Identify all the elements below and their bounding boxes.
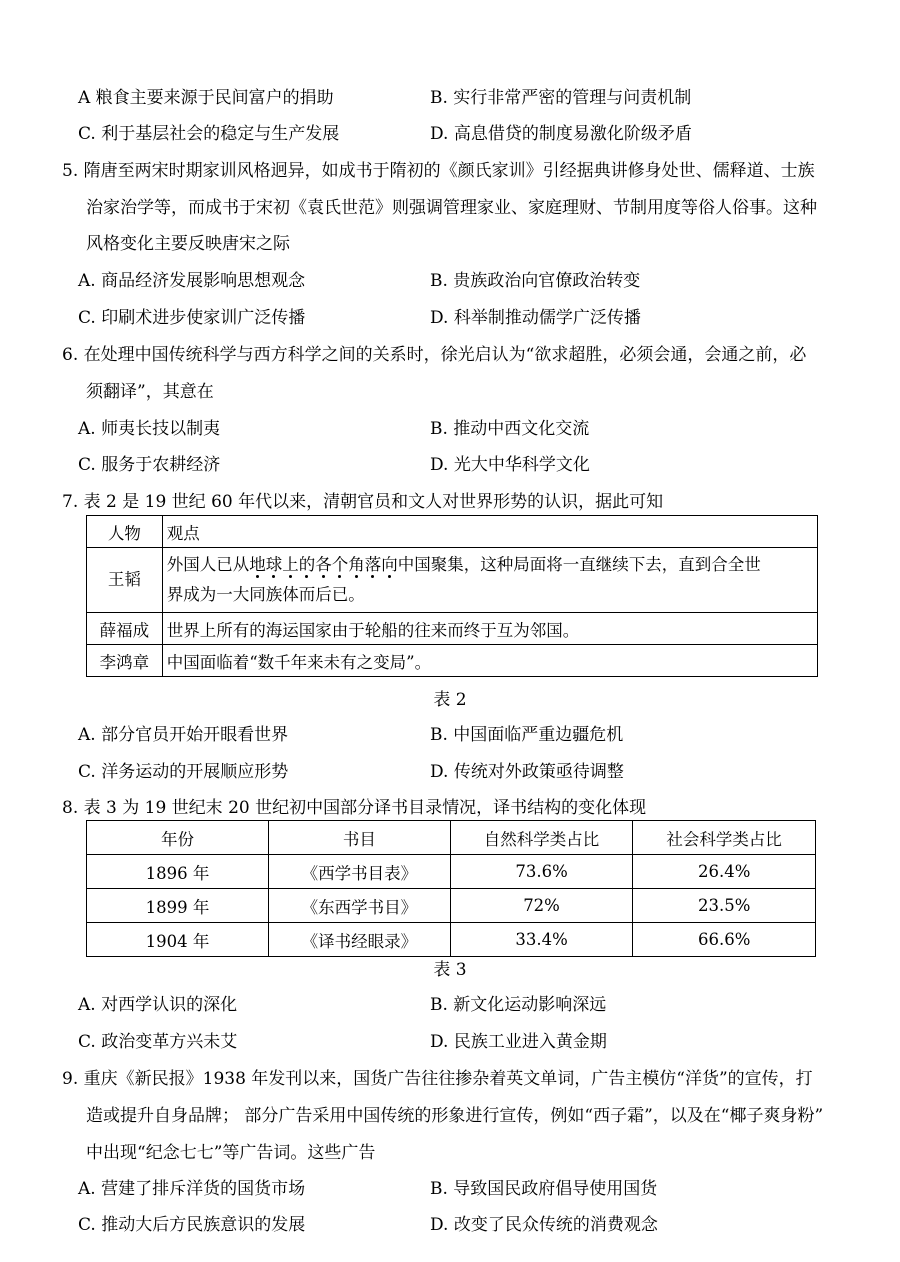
q8-option-c: C. 政治变革方兴未艾	[78, 1032, 238, 1052]
q5-option-a: A. 商品经济发展影响思想观念	[78, 271, 306, 291]
q8-option-a: A. 对西学认识的深化	[78, 995, 238, 1015]
q6-stem-line-2: 须翻译”，其意在	[86, 382, 214, 402]
table-header-cell: 年份	[87, 821, 269, 855]
q7-stem: 7. 表 2 是 19 世纪 60 年代以来，清朝官员和文人对世界形势的认识，据此可知	[62, 492, 664, 512]
table-cell-natural-science: 73.6%	[450, 855, 633, 889]
table-cell-social-science: 66.6%	[633, 923, 816, 957]
q5-option-b: B. 贵族政治向官僚政治转变	[430, 271, 641, 291]
q8-table	[86, 820, 816, 957]
q6-option-a: A. 师夷长技以制夷	[78, 419, 221, 439]
table-cell-view	[162, 548, 817, 613]
table-cell-person: 李鸿章	[87, 645, 163, 677]
emphasis-char: 角	[348, 555, 365, 574]
q8-stem: 8. 表 3 为 19 世纪末 20 世纪初中国部分译书目录情况，译书结构的变化体现	[62, 798, 647, 818]
emphasis-char: 地	[249, 555, 266, 574]
table-cell-year: 1896 年	[87, 855, 269, 889]
table-header-cell: 书目	[269, 821, 451, 855]
emphasis-char: 的	[298, 555, 316, 574]
q8-table-caption: 表 3	[433, 960, 467, 980]
view-text: 中国聚集，这种局面将一直继续下去，直到合全世	[397, 555, 761, 574]
q9-option-a: A. 营建了排斥洋货的国货市场	[78, 1179, 306, 1199]
table-row	[87, 613, 818, 645]
q5-option-d: D. 科举制推动儒学广泛传播	[430, 308, 641, 328]
q5-stem-line-1: 5. 隋唐至两宋时期家训风格迥异，如成书于隋初的《颜氏家训》引经据典讲修身处世、儒释道、士族	[62, 161, 815, 181]
q8-option-b: B. 新文化运动影响深远	[430, 995, 607, 1015]
q5-stem-line-2: 治家治学等，而成书于宋初《袁氏世范》则强调管理家业、家庭理财、节制用度等俗人俗事。这种	[86, 198, 817, 218]
table-row	[87, 923, 816, 957]
table-cell-person: 薛福成	[87, 613, 163, 645]
q9-option-d: D. 改变了民众传统的消费观念	[430, 1215, 658, 1235]
q4-option-d: D. 高息借贷的制度易激化阶级矛盾	[430, 124, 692, 144]
table-cell-social-science: 26.4%	[633, 855, 816, 889]
emphasis-char: 个	[331, 555, 349, 574]
q7-option-b: B. 中国面临严重边疆危机	[430, 725, 624, 745]
emphasis-char: 球	[265, 555, 283, 574]
q8-option-d: D. 民族工业进入黄金期	[430, 1032, 607, 1052]
view-text: 外国人已从	[166, 555, 250, 574]
table-cell-natural-science: 72%	[450, 889, 633, 923]
q4-option-b: B. 实行非常严密的管理与问责机制	[430, 88, 692, 108]
q7-table-caption: 表 2	[433, 690, 467, 710]
q7-option-a: A. 部分官员开始开眼看世界	[78, 725, 289, 745]
table-header-cell: 社会科学类占比	[633, 821, 816, 855]
table-cell-view: 中国面临着“数千年来未有之变局”。	[162, 645, 817, 677]
q4-option-c: C. 利于基层社会的稳定与生产发展	[78, 124, 340, 144]
q6-option-d: D. 光大中华科学文化	[430, 455, 590, 475]
q4-option-a: A 粮食主要来源于民间富户的捐助	[78, 88, 334, 108]
q6-option-c: C. 服务于农耕经济	[78, 455, 221, 475]
q6-option-b: B. 推动中西文化交流	[430, 419, 590, 439]
table-row	[87, 548, 818, 613]
table-cell-catalog: 《译书经眼录》	[269, 923, 451, 957]
table-cell-catalog: 《东西学书目》	[269, 889, 451, 923]
q6-stem-line-1: 6. 在处理中国传统科学与西方科学之间的关系时，徐光启认为“欲求超胜，必须会通，会通之前，必	[62, 345, 807, 365]
q9-stem-line-1: 9. 重庆《新民报》1938 年发刊以来，国货广告往往掺杂着英文单词，广告主模仿“洋货”的宣传，打	[62, 1069, 813, 1089]
table-cell-social-science: 23.5%	[633, 889, 816, 923]
q9-stem-line-3: 中出现“纪念七七”等广告词。这些广告	[86, 1143, 376, 1163]
table-header-cell: 人物	[87, 516, 163, 548]
q9-option-b: B. 导致国民政府倡导使用国货	[430, 1179, 658, 1199]
table-cell-person: 王韬	[87, 548, 163, 613]
table-cell-catalog: 《西学书目表》	[269, 855, 451, 889]
q5-stem-line-3: 风格变化主要反映唐宋之际	[86, 234, 290, 254]
table-row	[87, 855, 816, 889]
table-cell-view: 世界上所有的海运国家由于轮船的往来而终于互为邻国。	[162, 613, 817, 645]
emphasis-char: 各	[315, 555, 332, 574]
table-cell-year: 1904 年	[87, 923, 269, 957]
q7-table	[86, 515, 818, 677]
q5-option-c: C. 印刷术进步使家训广泛传播	[78, 308, 306, 328]
q9-option-c: C. 推动大后方民族意识的发展	[78, 1215, 306, 1235]
table-header-row	[87, 516, 818, 548]
table-cell-natural-science: 33.4%	[450, 923, 633, 957]
q7-option-c: C. 洋务运动的开展顺应形势	[78, 762, 289, 782]
table-header-cell: 自然科学类占比	[450, 821, 633, 855]
view-text: 界成为一大同族体而后已。	[166, 585, 365, 604]
table-header-row	[87, 821, 816, 855]
table-cell-year: 1899 年	[87, 889, 269, 923]
emphasis-char: 上	[282, 555, 299, 574]
q7-option-d: D. 传统对外政策亟待调整	[430, 762, 624, 782]
emphasis-char: 落	[364, 555, 382, 574]
table-header-cell: 观点	[162, 516, 817, 548]
table-row	[87, 889, 816, 923]
emphasis-char: 向	[381, 555, 398, 574]
q9-stem-line-2: 造或提升自身品牌； 部分广告采用中国传统的形象进行宣传，例如“西子霜”，以及在“椰子爽身粉”	[86, 1106, 824, 1126]
table-row	[87, 645, 818, 677]
